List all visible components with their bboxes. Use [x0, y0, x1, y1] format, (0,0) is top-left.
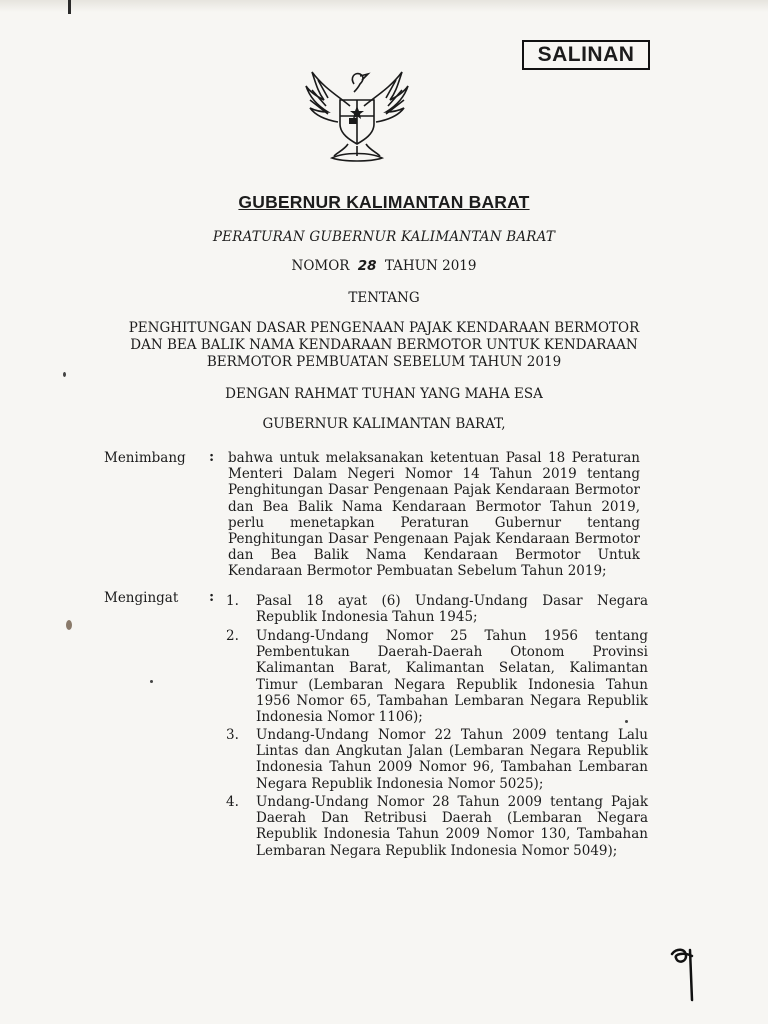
scan-mark [68, 0, 71, 14]
mengingat-colon: : [209, 589, 215, 605]
scan-speck [625, 720, 628, 723]
number-suffix: TAHUN 2019 [384, 258, 477, 274]
menimbang-text: bahwa untuk melaksanakan ketentuan Pasal 18 Peraturan Menteri Dalam Negeri Nomor 14 Tahun 2019 tentang Penghitungan Dasar Pengenaan Pajak Kendaraan Bermotor dan Bea Balik Nama Kendaraan Bermotor Tahun 2019, perlu menetapkan Peraturan Gubernur tentang Penghitungan Dasar Pengenaan Pajak Kendaraan Bermotor dan Bea Balik Nama Kendaraan Bermotor Untuk Kendaraan Bermotor Pembuatan Sebelum Tahun 2019; [228, 450, 640, 580]
handwritten-number: 28 [357, 258, 377, 274]
number-prefix: NOMOR [291, 258, 350, 274]
garuda-emblem-icon [298, 66, 416, 166]
subject-line: DAN BEA BALIK NAMA KENDARAAN BERMOTOR UNTUK KENDARAAN [130, 337, 638, 353]
list-number: 4. [226, 794, 239, 810]
menimbang-colon: : [209, 449, 215, 465]
regulation-title: PERATURAN GUBERNUR KALIMANTAN BARAT [212, 229, 556, 245]
list-number: 2. [226, 628, 239, 644]
list-number: 1. [226, 593, 239, 609]
gubernur-line: GUBERNUR KALIMANTAN BARAT, [262, 416, 506, 432]
tentang-heading: TENTANG [348, 290, 420, 306]
regulation-subject [0, 320, 768, 371]
list-text: Undang-Undang Nomor 22 Tahun 2009 tentang Lalu Lintas dan Angkutan Jalan (Lembaran Negara Republik Indonesia Tahun 2009 Nomor 96, Tambahan Lembaran Negara Republik Indonesia Nomor 5025); [256, 727, 648, 792]
governor-title: GUBERNUR KALIMANTAN BARAT [238, 192, 530, 212]
list-number: 3. [226, 727, 239, 743]
scan-edge [0, 0, 768, 12]
mengingat-label: Mengingat [104, 590, 179, 606]
list-text: Pasal 18 ayat (6) Undang-Undang Dasar Negara Republik Indonesia Tahun 1945; [256, 593, 648, 626]
scan-speck [66, 620, 72, 630]
salinan-stamp: SALINAN [522, 40, 650, 70]
subject-line: PENGHITUNGAN DASAR PENGENAAN PAJAK KENDARAAN BERMOTOR [128, 320, 640, 336]
scan-speck [150, 680, 153, 683]
scan-speck [63, 372, 66, 377]
regulation-number [0, 258, 768, 274]
menimbang-label: Menimbang [104, 450, 186, 466]
initial-signature-icon [666, 944, 706, 1004]
subject-line: BERMOTOR PEMBUATAN SEBELUM TAHUN 2019 [206, 354, 562, 370]
list-text: Undang-Undang Nomor 28 Tahun 2009 tentang Pajak Daerah Dan Retribusi Daerah (Lembaran Negara Republik Indonesia Tahun 2009 Nomor 130, Tambahan Lembaran Negara Republik Indonesia Nomor 5049); [256, 794, 648, 859]
list-text: Undang-Undang Nomor 25 Tahun 1956 tentang Pembentukan Daerah-Daerah Otonom Provinsi Kalimantan Barat, Kalimantan Selatan, Kalimantan Timur (Lembaran Negara Republik Indonesia Tahun 1956 Nomor 65, Tambahan Lembaran Negara Republik Indonesia Nomor 1106); [256, 628, 648, 726]
rahmat-line: DENGAN RAHMAT TUHAN YANG MAHA ESA [225, 386, 543, 402]
